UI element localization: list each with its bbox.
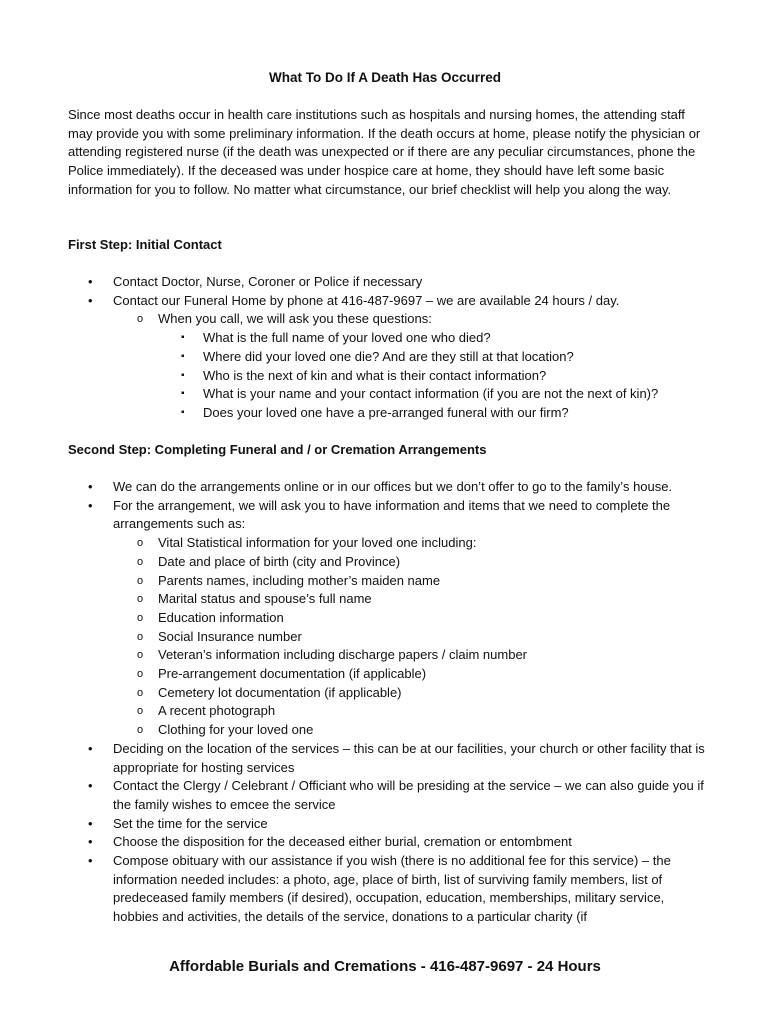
list-item: • Contact Doctor, Nurse, Coroner or Police if necessary [68,273,708,292]
circle-bullet-icon: o [137,630,144,643]
list-item: o Veteran’s information including discharge papers / claim number [68,646,708,665]
circle-bullet-icon: o [137,313,144,326]
list-item: o Pre-arrangement documentation (if applicable) [68,665,708,684]
square-bullet-icon: ▪ [181,350,185,362]
list-item: o Cemetery lot documentation (if applicable) [68,684,708,703]
bullet-icon: • [88,740,93,756]
step2-heading: Second Step: Completing Funeral and / or Cremation Arrangements [68,442,487,457]
list-item: • For the arrangement, we will ask you to have information and items that we need to complete the arrangements such as: [88,497,671,532]
circle-bullet-icon: o [137,574,144,587]
list-item: o Social Insurance number [68,628,708,647]
square-bullet-icon: ▪ [181,332,185,344]
list-item: o Parents names, including mother’s maiden name [68,572,708,591]
list-item: o When you call, we will ask you these questions: [68,310,708,329]
list-item: • Contact the Clergy / Celebrant / Officiant who will be presiding at the service – we can also guide you if the family wishes to emcee the service [88,778,704,812]
step2-list [68,478,708,927]
bullet-icon: • [88,292,93,308]
list-item: ▪ Who is the next of kin and what is their contact information? [68,367,708,386]
bullet-icon: • [88,815,93,831]
circle-bullet-icon: o [137,611,144,624]
circle-bullet-icon: o [137,668,144,681]
list-item: • We can do the arrangements online or in our offices but we don’t offer to go to the family’s house. [68,478,708,497]
list-item: ▪ Where did your loved one die? And are they still at that location? [68,348,708,367]
list-item: • Contact our Funeral Home by phone at 416-487-9697 – we are available 24 hours / day. [68,292,708,311]
circle-bullet-icon: o [137,649,144,662]
circle-bullet-icon: o [137,555,144,568]
list-item: • Choose the disposition for the deceased either burial, cremation or entombment [68,833,708,852]
square-bullet-icon: ▪ [181,388,185,400]
circle-bullet-icon: o [137,593,144,606]
square-bullet-icon: ▪ [181,406,185,418]
circle-bullet-icon: o [137,724,144,737]
list-item: o A recent photograph [68,702,708,721]
step1-list [68,273,708,423]
list-item: o Marital status and spouse’s full name [68,590,708,609]
list-item: • Compose obituary with our assistance if you wish (there is no additional fee for this service) – the information needed includes: a photo, age, place of birth, list of surviving family members, list of predeceased family members (if desired), occupation, education, memberships, military service, hobbies and activities, the details of the service, donations to a particular charity (if [88,853,671,925]
list-item: ▪ Does your loved one have a pre-arranged funeral with our firm? [68,404,708,423]
bullet-icon: • [88,479,93,494]
list-item: ▪ What is your name and your contact information (if you are not the next of kin)? [68,385,708,404]
list-item: ▪ What is the full name of your loved one who died? [68,329,708,348]
list-item: • Deciding on the location of the services – this can be at our facilities, your church or other facility that is appropriate for hosting services [88,740,705,775]
footer-contact: Affordable Burials and Cremations - 416-487-9697 - 24 Hours [169,958,601,975]
list-item: o Date and place of birth (city and Province) [68,553,708,572]
bullet-icon: • [88,834,93,850]
list-item: o Clothing for your loved one [68,721,708,740]
circle-bullet-icon: o [137,537,144,550]
circle-bullet-icon: o [137,686,144,699]
page-title: What To Do If A Death Has Occurred [268,70,502,85]
list-item: o Education information [68,609,708,628]
step1-heading: First Step: Initial Contact [68,237,222,252]
bullet-icon: • [88,274,93,289]
bullet-icon: • [88,853,93,869]
bullet-icon: • [88,778,93,794]
intro-paragraph: Since most deaths occur in health care institutions such as hospitals and nursing homes, the attending staff may provide you with some preliminary information. If the death occurs at home, please notify the physician or attending registered nurse (if the death was unexpected or if there are any peculiar circumstances, phone the Police immediately). If the deceased was under hospice care at home, they should have left some basic information for you to follow. No matter what circumstance, our brief checklist will help you along the way. [68,107,701,197]
square-bullet-icon: ▪ [181,369,185,381]
bullet-icon: • [88,497,93,513]
list-item: • Set the time for the service [68,815,708,834]
circle-bullet-icon: o [137,705,144,718]
list-item: o Vital Statistical information for your loved one including: [68,534,708,553]
